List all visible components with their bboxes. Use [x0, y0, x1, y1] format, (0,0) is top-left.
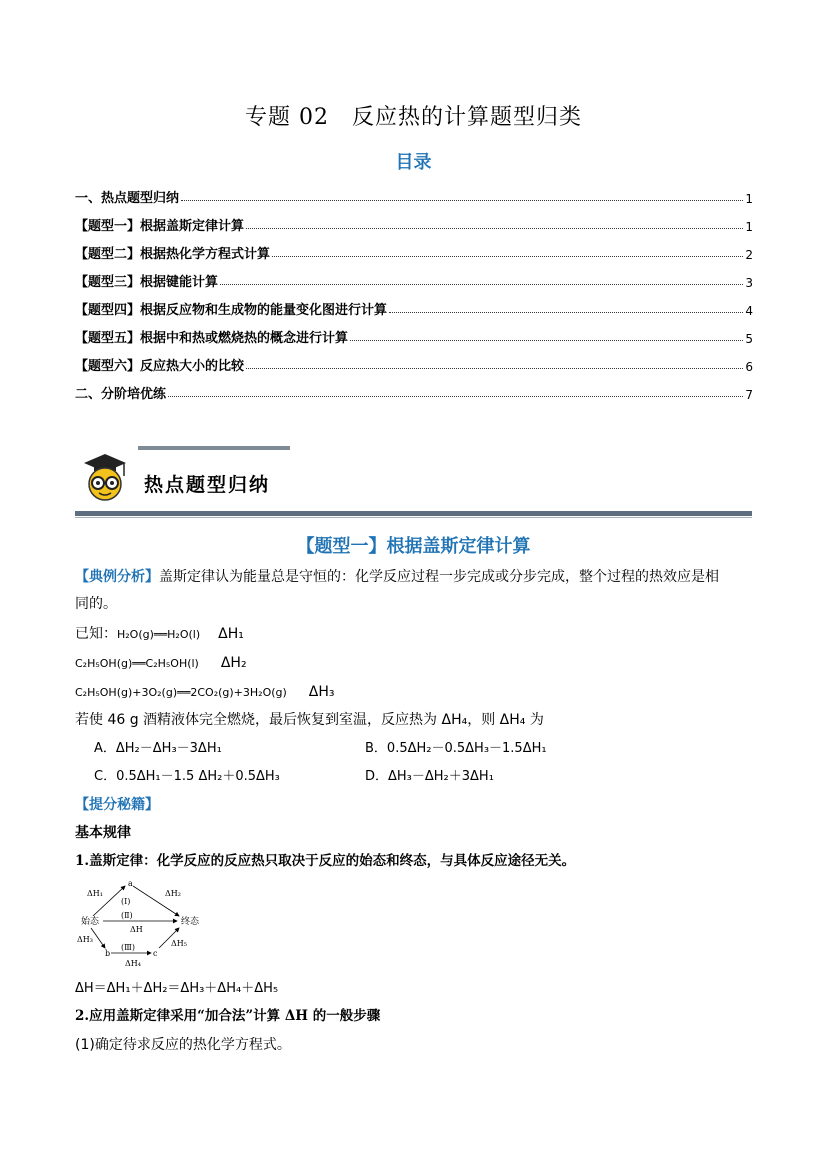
svg-text:终态: 终态	[181, 917, 200, 927]
option-d[interactable]: D．ΔH₃－ΔH₂＋3ΔH₁	[365, 769, 494, 784]
svg-text:ΔH₁: ΔH₁	[87, 889, 103, 898]
banner-top-line	[138, 446, 290, 450]
hess-law-statement: 1.盖斯定律：化学反应的反应热只取决于反应的始态和终态，与具体反应途径无关。	[75, 853, 576, 869]
toc-item[interactable]: 【题型一】根据盖斯定律计算 1	[75, 219, 753, 234]
svg-text:ΔH₄: ΔH₄	[125, 959, 141, 968]
option-c[interactable]: C．0.5ΔH₁－1.5 ΔH₂＋0.5ΔH₃	[94, 769, 280, 784]
example-intro: 【典例分析】盖斯定律认为能量总是守恒的：化学反应过程一步完成或分步完成，整个过程的热效应是相	[75, 569, 719, 585]
equation-2: C₂H₅OH(g)══C₂H₅OH(l) ΔH₂	[75, 655, 247, 671]
svg-text:ΔH₅: ΔH₅	[171, 939, 187, 948]
banner-rule-thin	[75, 517, 752, 518]
toc-heading: 目录	[395, 152, 432, 173]
equation-1: 已知：H₂O(g)══H₂O(l) ΔH₁	[75, 626, 244, 642]
question-text: 若使 46 g 酒精液体完全燃烧，最后恢复到室温，反应热为 ΔH₄，则 ΔH₄ 为	[75, 712, 544, 728]
toc-item[interactable]: 【题型二】根据热化学方程式计算 2	[75, 247, 753, 262]
toc-item[interactable]: 【题型五】根据中和热或燃烧热的概念进行计算 5	[75, 331, 753, 346]
svg-text:a: a	[128, 879, 133, 888]
toc-item[interactable]: 二、分阶培优练 7	[75, 387, 753, 402]
svg-text:ΔH₃: ΔH₃	[77, 935, 93, 944]
example-intro-cont: 同的。	[75, 596, 117, 612]
page-title: 专题 02 反应热的计算题型归类	[245, 105, 582, 130]
basic-rule-heading: 基本规律	[75, 825, 131, 841]
steps-heading: 2.应用盖斯定律采用“加合法”计算 ΔH 的一般步骤	[75, 1008, 381, 1024]
equation-3: C₂H₅OH(g)+3O₂(g)══2CO₂(g)+3H₂O(g) ΔH₃	[75, 684, 335, 700]
svg-text:b: b	[105, 949, 111, 958]
svg-text:始态: 始态	[81, 917, 100, 927]
svg-text:c: c	[153, 949, 158, 958]
toc-item[interactable]: 【题型六】反应热大小的比较 6	[75, 359, 753, 374]
svg-text:ΔH: ΔH	[130, 925, 143, 934]
step-1: (1)确定待求反应的热化学方程式。	[75, 1037, 291, 1053]
hess-sum-equation: ΔH＝ΔH₁＋ΔH₂＝ΔH₃＋ΔH₄＋ΔH₅	[75, 981, 279, 996]
svg-text:(Ⅲ): (Ⅲ)	[121, 943, 135, 952]
hess-law-diagram	[75, 876, 215, 968]
banner-rule	[75, 511, 752, 516]
toc-item[interactable]: 【题型四】根据反应物和生成物的能量变化图进行计算 4	[75, 303, 753, 318]
svg-text:(Ⅰ): (Ⅰ)	[121, 897, 131, 906]
svg-text:ΔH₂: ΔH₂	[165, 889, 181, 898]
svg-text:(Ⅱ): (Ⅱ)	[121, 911, 133, 920]
banner-title: 热点题型归纳	[144, 474, 271, 496]
graduate-mascot-icon	[80, 452, 130, 502]
tips-tag: 【提分秘籍】	[75, 797, 159, 813]
section-heading: 【题型一】根据盖斯定律计算	[296, 536, 531, 557]
toc-item[interactable]: 一、热点题型归纳 1	[75, 191, 753, 206]
toc-item[interactable]: 【题型三】根据键能计算 3	[75, 275, 753, 290]
option-b[interactable]: B．0.5ΔH₂－0.5ΔH₃－1.5ΔH₁	[365, 741, 547, 756]
option-a[interactable]: A．ΔH₂－ΔH₃－3ΔH₁	[94, 741, 222, 756]
